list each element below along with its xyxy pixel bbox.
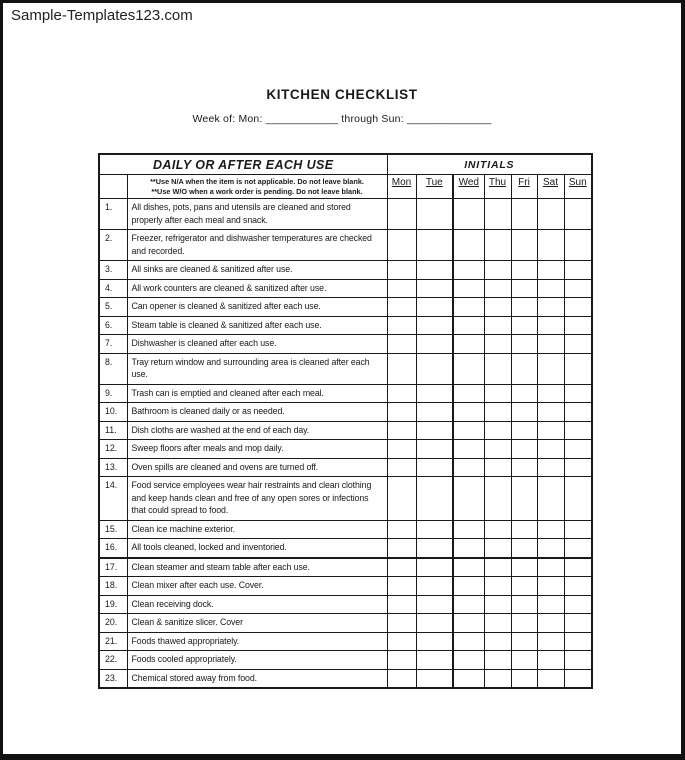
initials-cell-fri	[511, 199, 537, 230]
initials-cell-wed	[453, 230, 484, 261]
initials-cell-sun	[564, 279, 592, 298]
initials-cell-sat	[537, 298, 564, 317]
item-description: Bathroom is cleaned daily or as needed.	[127, 403, 387, 422]
initials-cell-fri	[511, 261, 537, 280]
item-number: 22.	[99, 651, 127, 670]
initials-cell-tue	[416, 353, 453, 384]
checklist-row	[99, 279, 592, 298]
item-number: 12.	[99, 440, 127, 459]
item-number: 4.	[99, 279, 127, 298]
site-name: Sample-Templates123.com	[11, 7, 193, 24]
initials-cell-thu	[484, 199, 511, 230]
initials-cell-wed	[453, 614, 484, 633]
item-description: Can opener is cleaned & sanitized after each use.	[127, 298, 387, 317]
initials-cell-thu	[484, 316, 511, 335]
initials-cell-mon	[387, 440, 416, 459]
item-number: 15.	[99, 520, 127, 539]
initials-cell-tue	[416, 558, 453, 577]
initials-cell-sat	[537, 651, 564, 670]
item-description: All tools cleaned, locked and inventoried.	[127, 539, 387, 558]
initials-cell-mon	[387, 279, 416, 298]
initials-cell-mon	[387, 632, 416, 651]
checklist-row	[99, 614, 592, 633]
item-description: Clean receiving dock.	[127, 595, 387, 614]
item-number: 13.	[99, 458, 127, 477]
initials-cell-sat	[537, 632, 564, 651]
item-description: Freezer, refrigerator and dishwasher temperatures are checked and recorded.	[127, 230, 387, 261]
initials-cell-wed	[453, 558, 484, 577]
initials-cell-sat	[537, 595, 564, 614]
initials-cell-wed	[453, 577, 484, 596]
item-number: 5.	[99, 298, 127, 317]
initials-cell-sun	[564, 632, 592, 651]
item-description: Clean steamer and steam table after each use.	[127, 558, 387, 577]
initials-cell-thu	[484, 458, 511, 477]
table-header-row	[99, 154, 592, 175]
initials-cell-tue	[416, 335, 453, 354]
initials-cell-tue	[416, 261, 453, 280]
initials-cell-sat	[537, 477, 564, 521]
initials-cell-mon	[387, 595, 416, 614]
initials-cell-tue	[416, 279, 453, 298]
initials-cell-sun	[564, 403, 592, 422]
initials-cell-thu	[484, 335, 511, 354]
item-number: 7.	[99, 335, 127, 354]
item-description: Oven spills are cleaned and ovens are turned off.	[127, 458, 387, 477]
initials-cell-sun	[564, 440, 592, 459]
checklist-row	[99, 316, 592, 335]
initials-cell-wed	[453, 651, 484, 670]
initials-cell-tue	[416, 651, 453, 670]
initials-cell-sun	[564, 421, 592, 440]
initials-cell-mon	[387, 335, 416, 354]
item-description: Foods cooled appropriately.	[127, 651, 387, 670]
initials-cell-fri	[511, 614, 537, 633]
initials-cell-tue	[416, 199, 453, 230]
initials-cell-tue	[416, 458, 453, 477]
initials-cell-fri	[511, 558, 537, 577]
item-number: 16.	[99, 539, 127, 558]
initials-cell-fri	[511, 403, 537, 422]
initials-cell-mon	[387, 614, 416, 633]
item-description: Dish cloths are washed at the end of each day.	[127, 421, 387, 440]
initials-cell-wed	[453, 440, 484, 459]
checklist-row	[99, 230, 592, 261]
initials-cell-mon	[387, 421, 416, 440]
initials-cell-thu	[484, 261, 511, 280]
item-description: All sinks are cleaned & sanitized after use.	[127, 261, 387, 280]
instructions-row	[99, 175, 592, 199]
initials-cell-sun	[564, 614, 592, 633]
initials-cell-thu	[484, 651, 511, 670]
initials-cell-sat	[537, 279, 564, 298]
kitchen-checklist-table	[98, 153, 593, 689]
checklist-row	[99, 577, 592, 596]
item-description: Food service employees wear hair restraints and clean clothing and keep hands clean and free of any open sores or infections that could spread to food.	[127, 477, 387, 521]
initials-cell-sun	[564, 458, 592, 477]
initials-cell-tue	[416, 577, 453, 596]
initials-cell-thu	[484, 558, 511, 577]
initials-cell-tue	[416, 614, 453, 633]
checklist-row	[99, 558, 592, 577]
initials-cell-fri	[511, 477, 537, 521]
item-description: Tray return window and surrounding area is cleaned after each use.	[127, 353, 387, 384]
initials-cell-sun	[564, 520, 592, 539]
checklist-row	[99, 440, 592, 459]
item-number: 21.	[99, 632, 127, 651]
checklist-row	[99, 421, 592, 440]
day-header-sun: Sun	[564, 175, 592, 199]
initials-cell-fri	[511, 279, 537, 298]
initials-cell-sun	[564, 539, 592, 558]
item-number: 3.	[99, 261, 127, 280]
initials-cell-fri	[511, 421, 537, 440]
initials-cell-thu	[484, 298, 511, 317]
initials-cell-wed	[453, 539, 484, 558]
initials-cell-mon	[387, 539, 416, 558]
initials-cell-mon	[387, 261, 416, 280]
initials-cell-sat	[537, 539, 564, 558]
checklist-row	[99, 199, 592, 230]
initials-cell-thu	[484, 440, 511, 459]
item-description: Clean & sanitize slicer. Cover	[127, 614, 387, 633]
item-description: Clean mixer after each use. Cover.	[127, 577, 387, 596]
initials-cell-wed	[453, 403, 484, 422]
initials-cell-sat	[537, 335, 564, 354]
initials-cell-wed	[453, 261, 484, 280]
instructions-cell	[127, 175, 387, 199]
initials-cell-thu	[484, 230, 511, 261]
initials-cell-sun	[564, 384, 592, 403]
initials-cell-fri	[511, 577, 537, 596]
initials-cell-thu	[484, 279, 511, 298]
initials-cell-thu	[484, 539, 511, 558]
initials-cell-mon	[387, 651, 416, 670]
initials-cell-thu	[484, 632, 511, 651]
item-description: All work counters are cleaned & sanitized after use.	[127, 279, 387, 298]
initials-cell-wed	[453, 632, 484, 651]
day-header-wed: Wed	[453, 175, 484, 199]
initials-cell-mon	[387, 669, 416, 688]
initials-cell-fri	[511, 632, 537, 651]
initials-cell-wed	[453, 477, 484, 521]
initials-cell-wed	[453, 520, 484, 539]
initials-cell-wed	[453, 458, 484, 477]
initials-cell-mon	[387, 384, 416, 403]
item-number: 2.	[99, 230, 127, 261]
initials-cell-fri	[511, 230, 537, 261]
initials-cell-fri	[511, 669, 537, 688]
item-description: Foods thawed appropriately.	[127, 632, 387, 651]
initials-cell-wed	[453, 335, 484, 354]
item-number: 20.	[99, 614, 127, 633]
checklist-row	[99, 669, 592, 688]
initials-cell-sun	[564, 335, 592, 354]
item-number: 23.	[99, 669, 127, 688]
initials-cell-sat	[537, 421, 564, 440]
initials-cell-mon	[387, 353, 416, 384]
day-header-fri: Fri	[511, 175, 537, 199]
item-number: 11.	[99, 421, 127, 440]
item-description: Chemical stored away from food.	[127, 669, 387, 688]
initials-cell-wed	[453, 669, 484, 688]
item-description: All dishes, pots, pans and utensils are cleaned and stored properly after each meal and snack.	[127, 199, 387, 230]
initials-cell-thu	[484, 403, 511, 422]
item-number: 17.	[99, 558, 127, 577]
item-number: 6.	[99, 316, 127, 335]
initials-cell-tue	[416, 539, 453, 558]
initials-cell-sun	[564, 298, 592, 317]
checklist-row	[99, 335, 592, 354]
initials-cell-mon	[387, 520, 416, 539]
initials-cell-mon	[387, 316, 416, 335]
initials-cell-sun	[564, 353, 592, 384]
initials-cell-sat	[537, 458, 564, 477]
item-number: 8.	[99, 353, 127, 384]
initials-cell-thu	[484, 353, 511, 384]
initials-cell-mon	[387, 477, 416, 521]
initials-cell-fri	[511, 384, 537, 403]
item-description: Trash can is emptied and cleaned after each meal.	[127, 384, 387, 403]
initials-cell-mon	[387, 230, 416, 261]
initials-cell-sat	[537, 316, 564, 335]
initials-cell-sat	[537, 199, 564, 230]
item-number: 1.	[99, 199, 127, 230]
initials-cell-tue	[416, 403, 453, 422]
initials-cell-tue	[416, 421, 453, 440]
initials-cell-sun	[564, 669, 592, 688]
initials-cell-thu	[484, 595, 511, 614]
checklist-body	[99, 199, 592, 689]
initials-cell-sat	[537, 384, 564, 403]
initials-cell-sun	[564, 199, 592, 230]
initials-cell-thu	[484, 669, 511, 688]
initials-cell-wed	[453, 199, 484, 230]
initials-cell-thu	[484, 614, 511, 633]
checklist-row	[99, 353, 592, 384]
checklist-row	[99, 632, 592, 651]
initials-cell-fri	[511, 520, 537, 539]
initials-cell-fri	[511, 458, 537, 477]
initials-cell-fri	[511, 353, 537, 384]
initials-cell-thu	[484, 520, 511, 539]
initials-cell-thu	[484, 384, 511, 403]
item-description: Dishwasher is cleaned after each use.	[127, 335, 387, 354]
checklist-row	[99, 458, 592, 477]
initials-cell-tue	[416, 440, 453, 459]
initials-cell-sat	[537, 440, 564, 459]
initials-cell-thu	[484, 477, 511, 521]
item-description: Clean ice machine exterior.	[127, 520, 387, 539]
initials-cell-mon	[387, 458, 416, 477]
initials-cell-wed	[453, 279, 484, 298]
item-number: 10.	[99, 403, 127, 422]
initials-cell-mon	[387, 298, 416, 317]
initials-cell-sat	[537, 669, 564, 688]
initials-cell-tue	[416, 316, 453, 335]
initials-cell-mon	[387, 199, 416, 230]
item-number: 19.	[99, 595, 127, 614]
initials-cell-sun	[564, 577, 592, 596]
item-number: 18.	[99, 577, 127, 596]
week-of-line: Week of: Mon: ____________ through Sun: ______________	[192, 113, 492, 125]
initials-cell-tue	[416, 384, 453, 403]
initials-cell-mon	[387, 577, 416, 596]
initials-cell-tue	[416, 632, 453, 651]
initials-header: INITIALS	[387, 154, 592, 175]
initials-cell-sat	[537, 261, 564, 280]
initials-cell-tue	[416, 595, 453, 614]
initials-cell-fri	[511, 440, 537, 459]
initials-cell-sat	[537, 520, 564, 539]
item-number: 9.	[99, 384, 127, 403]
initials-cell-sun	[564, 651, 592, 670]
initials-cell-sat	[537, 230, 564, 261]
initials-cell-tue	[416, 477, 453, 521]
initials-cell-sat	[537, 403, 564, 422]
day-header-sat: Sat	[537, 175, 564, 199]
initials-cell-fri	[511, 595, 537, 614]
initials-cell-thu	[484, 421, 511, 440]
day-header-tue: Tue	[416, 175, 453, 199]
initials-cell-fri	[511, 316, 537, 335]
initials-cell-sun	[564, 261, 592, 280]
initials-cell-thu	[484, 577, 511, 596]
initials-cell-sun	[564, 477, 592, 521]
item-description: Steam table is cleaned & sanitized after each use.	[127, 316, 387, 335]
empty-corner-cell	[99, 175, 127, 199]
item-number: 14.	[99, 477, 127, 521]
item-description: Sweep floors after meals and mop daily.	[127, 440, 387, 459]
initials-cell-wed	[453, 595, 484, 614]
checklist-row	[99, 539, 592, 558]
initials-cell-wed	[453, 316, 484, 335]
initials-cell-sat	[537, 353, 564, 384]
checklist-row	[99, 384, 592, 403]
initials-cell-fri	[511, 651, 537, 670]
initials-cell-sun	[564, 558, 592, 577]
checklist-row	[99, 403, 592, 422]
checklist-row	[99, 520, 592, 539]
instruction-line-2: **Use W/O when a work order is pending. Do not leave blank.	[151, 186, 363, 196]
checklist-row	[99, 298, 592, 317]
initials-cell-sat	[537, 577, 564, 596]
initials-cell-wed	[453, 298, 484, 317]
initials-cell-tue	[416, 298, 453, 317]
initials-cell-fri	[511, 335, 537, 354]
page-title: KITCHEN CHECKLIST	[266, 87, 418, 102]
checklist-row	[99, 595, 592, 614]
initials-cell-mon	[387, 403, 416, 422]
initials-cell-wed	[453, 353, 484, 384]
checklist-row	[99, 477, 592, 521]
instruction-line-1: **Use N/A when the item is not applicable. Do not leave blank.	[150, 177, 364, 186]
day-header-mon: Mon	[387, 175, 416, 199]
initials-cell-wed	[453, 384, 484, 403]
initials-cell-fri	[511, 298, 537, 317]
day-header-thu: Thu	[484, 175, 511, 199]
initials-cell-wed	[453, 421, 484, 440]
initials-cell-mon	[387, 558, 416, 577]
initials-cell-tue	[416, 520, 453, 539]
initials-cell-tue	[416, 230, 453, 261]
checklist-row	[99, 261, 592, 280]
initials-cell-tue	[416, 669, 453, 688]
initials-cell-fri	[511, 539, 537, 558]
initials-cell-sat	[537, 558, 564, 577]
checklist-row	[99, 651, 592, 670]
initials-cell-sun	[564, 230, 592, 261]
daily-use-header: DAILY OR AFTER EACH USE	[99, 154, 387, 175]
initials-cell-sat	[537, 614, 564, 633]
initials-cell-sun	[564, 595, 592, 614]
initials-cell-sun	[564, 316, 592, 335]
